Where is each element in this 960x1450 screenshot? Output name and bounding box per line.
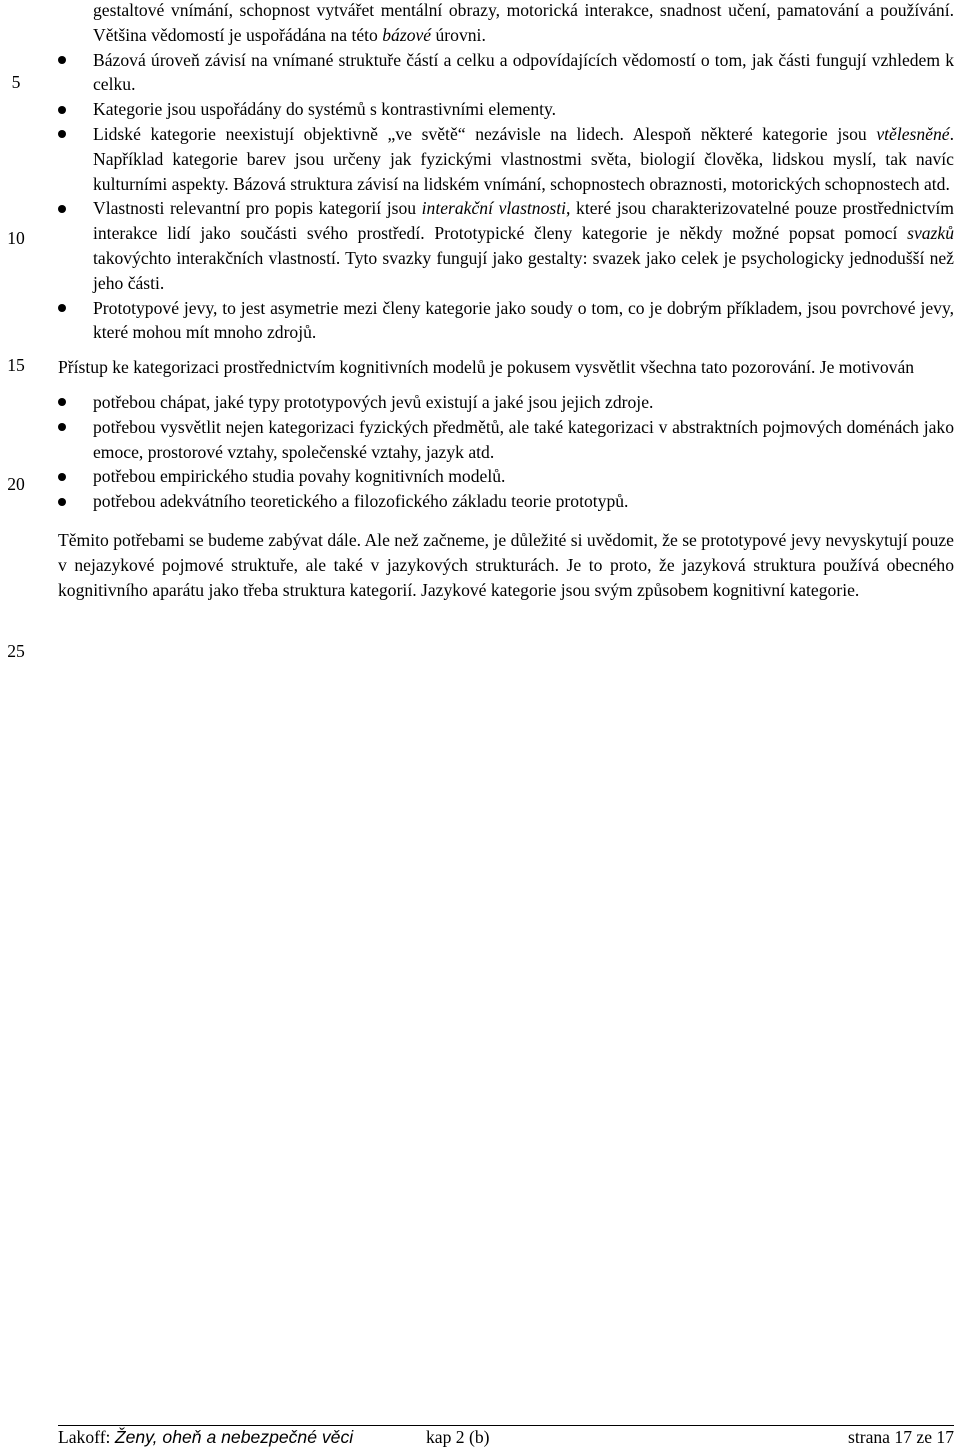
line-number-10: 10	[7, 228, 25, 248]
page-footer	[58, 1425, 954, 1450]
bullet-list-needs	[58, 390, 954, 514]
text-segment: Vlastnosti relevantní pro popis kategorií jsou	[93, 198, 422, 219]
emphasis-text: vtělesněné	[876, 123, 950, 144]
list-item	[58, 0, 954, 48]
text-segment: , které jsou charakterizovatelné pouze prostřednictvím interakce lidí jako součásti svého prostředí. Prototypické členy kategorie je někdy možné popsat pomocí	[93, 198, 954, 244]
text-segment: gestaltové vnímání, schopnost vytvářet mentální obrazy, motorická interakce, snadnost učení, pamatování a používání. Většina vědomostí je uspořádána na této	[93, 0, 954, 45]
emphasis-text: svazků	[907, 223, 954, 244]
list-item	[58, 48, 954, 98]
paragraph-motivation: Přístup ke kategorizaci prostřednictvím kognitivních modelů je pokusem vysvětlit všechna tato pozorování. Je motivován	[58, 357, 915, 378]
bullet-list-properties	[58, 0, 954, 345]
emphasis-text: bázové	[382, 24, 432, 45]
list-item	[58, 296, 954, 346]
list-item	[58, 196, 954, 295]
paragraph-conclusion: Těmito potřebami se budeme zabývat dále. Ale než začneme, je důležité si uvědomit, že se prototypové jevy nevyskytují pouze v nejazykové pojmové struktuře, ale také v jazykových strukturách. Je to proto, že jazyková struktura používá obecného kognitivního aparátu jako třeba struktura kategorií. Jazykové kategorie jsou svým způsobem kognitivní kategorie.	[58, 529, 954, 600]
text-segment: Prototypové jevy, to jest asymetrie mezi členy kategorie jako soudy o tom, co je dobrým příkladem, jsou povrchové jevy, které mohou mít mnoho zdrojů.	[93, 297, 954, 343]
line-number-15: 15	[7, 355, 25, 375]
list-item: potřebou adekvátního teoretického a filozofického základu teorie prototypů.	[58, 489, 954, 514]
footer-page-number: strana 17 ze 17	[847, 1427, 954, 1447]
line-number-20: 20	[7, 474, 25, 494]
list-item: potřebou chápat, jaké typy prototypových jevů existují a jaké jsou jejich zdroje.	[58, 390, 954, 415]
list-item	[58, 97, 954, 122]
footer-book-title: Ženy, oheň a nebezpečné věci	[114, 1427, 354, 1447]
line-number-5: 5	[11, 72, 21, 92]
text-segment: Bázová úroveň závisí na vnímané struktuře částí a celku a odpovídajících vědomostí o tom, jak části fungují vzhledem k celku.	[93, 49, 954, 95]
footer-author: Lakoff:	[58, 1427, 115, 1447]
page-body	[58, 0, 954, 602]
line-number-25: 25	[7, 641, 25, 661]
text-segment: Lidské kategorie neexistují objektivně „ve světě“ nezávisle na lidech. Alespoň některé kategorie jsou	[93, 123, 877, 144]
text-segment: Kategorie jsou uspořádány do systémů s kontrastivními elementy.	[93, 99, 557, 120]
list-item: potřebou vysvětlit nejen kategorizaci fyzických předmětů, ale také kategorizaci v abstraktních pojmových doménách jako emoce, prostorové vztahy, společenské vztahy, jazyk atd.	[58, 415, 954, 465]
footer-book	[58, 1426, 353, 1448]
list-item	[58, 122, 954, 196]
emphasis-text: interakční vlastnosti	[421, 198, 567, 219]
text-segment: takovýchto interakčních vlastností. Tyto svazky fungují jako gestalty: svazek jako celek je psychologicky jednodušší než jeho části.	[93, 247, 954, 293]
footer-chapter: kap 2 (b)	[426, 1427, 490, 1447]
list-item: potřebou empirického studia povahy kognitivních modelů.	[58, 464, 954, 489]
text-segment: . Například kategorie barev jsou určeny jak fyzickými vlastnostmi světa, biologií člověka, lidskou myslí, tak navíc kulturními aspekty. Bázová struktura závisí na lidském vnímání, schopnostech obraznosti, motorických schopnostech atd.	[93, 123, 954, 194]
text-segment: úrovni.	[431, 24, 486, 45]
